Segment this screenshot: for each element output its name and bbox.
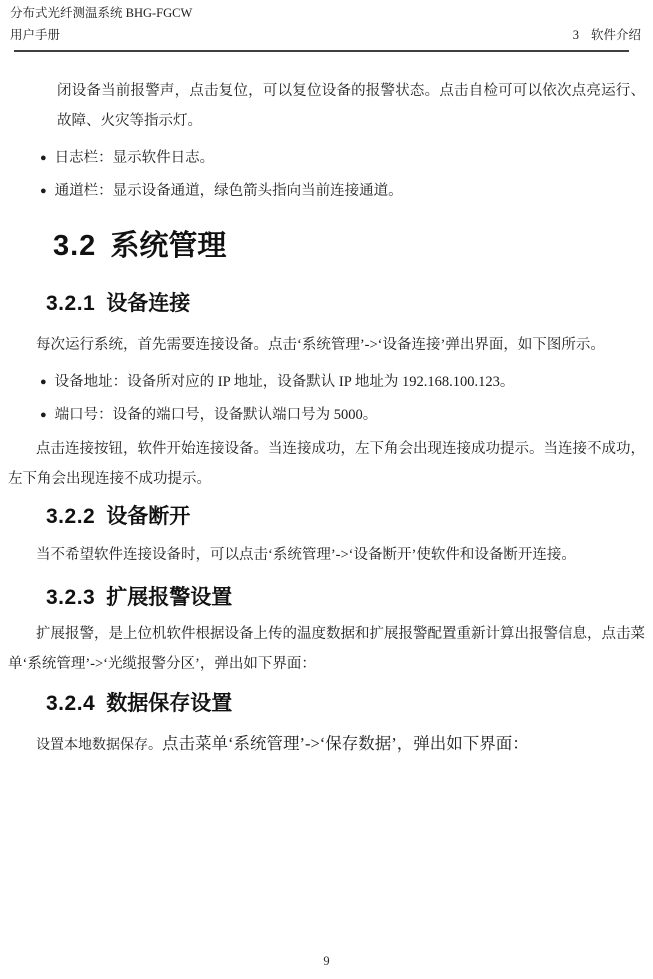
bullet-item-log-bar	[40, 148, 645, 169]
bullet-item-device-address	[40, 372, 645, 393]
bullet-icon: ●	[40, 409, 47, 421]
heading-title: 数据保存设置	[106, 692, 233, 715]
section-heading-3-2	[53, 228, 645, 264]
paragraph-data-save	[8, 729, 645, 761]
section-heading-3-2-1	[46, 291, 645, 317]
heading-number: 3.2.2	[46, 505, 96, 528]
chapter-title: 软件介绍	[590, 28, 641, 42]
heading-title: 扩展报警设置	[106, 586, 233, 609]
bullet-item-channel-bar	[40, 181, 645, 202]
bullet-icon: ●	[40, 376, 47, 388]
chapter-reference	[573, 27, 641, 43]
section-heading-3-2-4	[46, 691, 645, 717]
bullet-text: 端口号：设备的端口号，设备默认端口号为 5000。	[54, 407, 378, 423]
heading-title: 设备连接	[106, 292, 191, 315]
paragraph-disconnect: 当不希望软件连接设备时，可以点击‘系统管理’->‘设备断开’使软件和设备断开连接。	[36, 547, 576, 563]
paragraph-connect-result: 点击连接按钮，软件开始连接设备。当连接成功，左下角会出现连接成功提示。当连接不成功，左下角会出现连接不成功提示。	[8, 441, 645, 487]
save-paragraph-prefix: 设置本地数据保存。	[36, 738, 162, 753]
paragraph-connect-intro: 每次运行系统，首先需要连接设备。点击‘系统管理’->‘设备连接’弹出界面，如下图所示。	[36, 337, 605, 353]
bullet-icon: ●	[40, 152, 47, 164]
bullet-text: 通道栏：显示设备通道，绿色箭头指向当前连接通道。	[54, 183, 403, 199]
page-number: 9	[323, 954, 330, 968]
header-rule	[14, 50, 629, 52]
paragraph-alarm-continuation: 闭设备当前报警声，点击复位，可以复位设备的报警状态。点击自检可可以依次点亮运行、故障、火灾等指示灯。	[57, 83, 645, 129]
heading-number: 3.2.3	[46, 586, 96, 609]
heading-title: 设备断开	[106, 505, 191, 528]
heading-number: 3.2	[53, 230, 97, 262]
bullet-text: 设备地址：设备所对应的 IP 地址，设备默认 IP 地址为 192.168.100.123。	[54, 374, 515, 390]
header-second-line	[10, 27, 641, 43]
bullet-item-port-number	[40, 405, 645, 426]
page-header	[0, 0, 653, 52]
chapter-number: 3	[572, 28, 579, 42]
bullet-text: 日志栏：显示软件日志。	[54, 150, 215, 166]
doc-type-label: 用户手册	[10, 28, 61, 42]
paragraph-extended-alarm: 扩展报警，是上位机软件根据设备上传的温度数据和扩展报警配置重新计算出报警信息，点击菜单‘系统管理’->‘光缆报警分区’，弹出如下界面：	[8, 626, 645, 672]
heading-number: 3.2.4	[46, 692, 96, 715]
section-heading-3-2-3	[46, 585, 645, 611]
bullet-icon: ●	[40, 185, 47, 197]
save-paragraph-action: 点击菜单‘系统管理’->‘保存数据’，弹出如下界面：	[162, 734, 529, 753]
heading-title: 系统管理	[110, 230, 227, 262]
section-heading-3-2-2	[46, 504, 645, 530]
heading-number: 3.2.1	[46, 292, 96, 315]
doc-title: 分布式光纤测温系统 BHG-FGCW	[10, 6, 193, 20]
